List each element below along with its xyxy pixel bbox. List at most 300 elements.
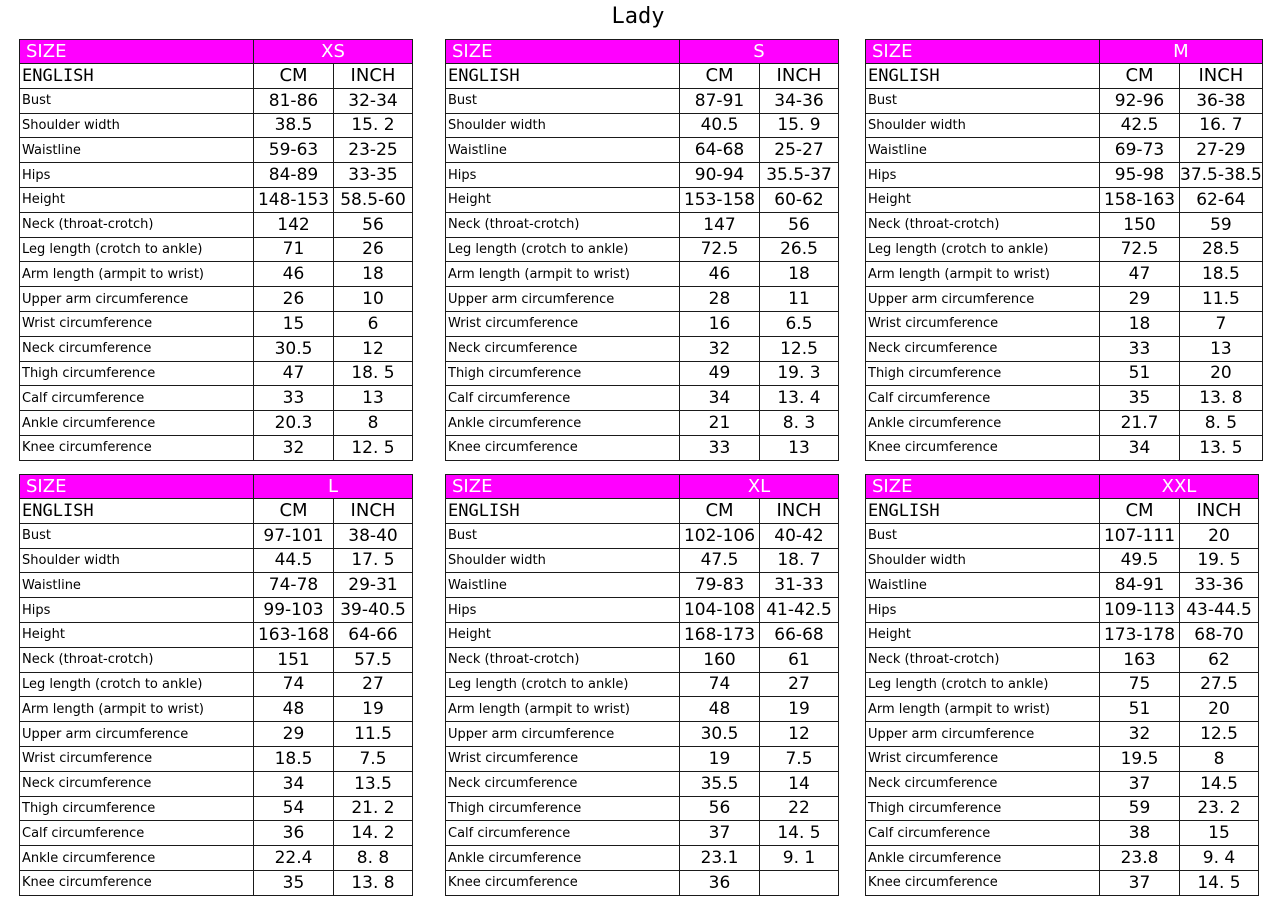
size-table-xl — [445, 474, 839, 896]
table-row — [20, 598, 413, 623]
table-row — [20, 548, 413, 573]
inch-value: 9. 1 — [760, 846, 839, 871]
table-row — [446, 435, 839, 460]
cm-value: 107-111 — [1100, 523, 1180, 548]
cm-value: 23.8 — [1100, 846, 1180, 871]
inch-value: 62 — [1180, 647, 1259, 672]
table-row — [866, 411, 1263, 436]
table-row — [20, 771, 413, 796]
measurement-label: Arm length (armpit to wrist) — [20, 697, 254, 722]
table-row — [446, 821, 839, 846]
cm-value: 51 — [1100, 697, 1180, 722]
cm-value: 29 — [254, 722, 334, 747]
table-row — [446, 672, 839, 697]
table-row — [446, 622, 839, 647]
measurement-label: Arm length (armpit to wrist) — [446, 697, 680, 722]
table-row — [20, 262, 413, 287]
inch-value: 18.5 — [1180, 262, 1263, 287]
measurement-label: Height — [866, 622, 1100, 647]
measurement-label: Leg length (crotch to ankle) — [446, 672, 680, 697]
cm-value: 153-158 — [680, 187, 760, 212]
cm-value: 35 — [254, 870, 334, 895]
table-row — [446, 336, 839, 361]
table-row — [20, 523, 413, 548]
measurement-label: Neck circumference — [20, 336, 254, 361]
cm-value: 49 — [680, 361, 760, 386]
table-row — [20, 113, 413, 138]
cm-value: 32 — [1100, 722, 1180, 747]
cm-value: 34 — [680, 386, 760, 411]
measurement-label: Height — [446, 187, 680, 212]
cm-value: 148-153 — [254, 187, 334, 212]
cm-value: 163 — [1100, 647, 1180, 672]
table-row — [446, 598, 839, 623]
inch-value: 37.5-38.5 — [1180, 163, 1263, 188]
measurement-label: Calf circumference — [446, 821, 680, 846]
cm-value: 64-68 — [680, 138, 760, 163]
cm-header: CM — [680, 64, 760, 89]
table-row — [866, 870, 1259, 895]
table-row — [866, 336, 1263, 361]
cm-value: 84-89 — [254, 163, 334, 188]
table-row — [446, 846, 839, 871]
table-row — [446, 647, 839, 672]
measurement-label: Calf circumference — [866, 386, 1100, 411]
table-row — [446, 212, 839, 237]
measurement-label: Upper arm circumference — [866, 722, 1100, 747]
table-row — [20, 697, 413, 722]
cm-value: 16 — [680, 311, 760, 336]
table-row — [866, 311, 1263, 336]
cm-header: CM — [254, 64, 334, 89]
table-row — [866, 237, 1263, 262]
measurement-label: Ankle circumference — [20, 411, 254, 436]
table-row — [866, 361, 1263, 386]
cm-value: 173-178 — [1100, 622, 1180, 647]
english-header: ENGLISH — [446, 499, 680, 524]
inch-value: 12 — [334, 336, 413, 361]
inch-value: 19 — [334, 697, 413, 722]
cm-value: 72.5 — [680, 237, 760, 262]
cm-value: 47 — [1100, 262, 1180, 287]
table-row — [446, 237, 839, 262]
measurement-label: Knee circumference — [446, 870, 680, 895]
table-row — [20, 411, 413, 436]
table-row — [446, 796, 839, 821]
table-row — [866, 598, 1259, 623]
cm-value: 36 — [254, 821, 334, 846]
inch-value: 6.5 — [760, 311, 839, 336]
cm-value: 158-163 — [1100, 187, 1180, 212]
measurement-label: Waistline — [866, 573, 1100, 598]
measurement-label: Ankle circumference — [20, 846, 254, 871]
measurement-label: Wrist circumference — [20, 746, 254, 771]
table-row — [446, 548, 839, 573]
inch-header: INCH — [1180, 64, 1263, 89]
measurement-label: Neck circumference — [446, 771, 680, 796]
cm-value: 21.7 — [1100, 411, 1180, 436]
inch-value: 43-44.5 — [1180, 598, 1259, 623]
table-row — [446, 746, 839, 771]
cm-value: 37 — [680, 821, 760, 846]
size-label: SIZE — [446, 475, 680, 499]
inch-value: 19 — [760, 697, 839, 722]
table-row — [866, 212, 1263, 237]
inch-value: 13. 8 — [334, 870, 413, 895]
measurement-label: Neck (throat-crotch) — [446, 647, 680, 672]
inch-value: 13. 8 — [1180, 386, 1263, 411]
measurement-label: Hips — [20, 163, 254, 188]
cm-value: 29 — [1100, 287, 1180, 312]
size-header-row — [446, 475, 839, 499]
measurement-label: Shoulder width — [20, 113, 254, 138]
table-row — [866, 771, 1259, 796]
measurement-label: Waistline — [446, 138, 680, 163]
table-row — [20, 647, 413, 672]
column-header-row — [866, 64, 1263, 89]
table-row — [446, 311, 839, 336]
cm-value: 42.5 — [1100, 113, 1180, 138]
measurement-label: Thigh circumference — [20, 361, 254, 386]
measurement-label: Neck circumference — [446, 336, 680, 361]
inch-value: 12. 5 — [334, 435, 413, 460]
table-row — [20, 212, 413, 237]
cm-value: 46 — [680, 262, 760, 287]
measurement-label: Thigh circumference — [20, 796, 254, 821]
measurement-label: Neck circumference — [866, 771, 1100, 796]
size-value: XS — [254, 40, 413, 64]
measurement-label: Hips — [446, 598, 680, 623]
measurement-label: Neck circumference — [866, 336, 1100, 361]
cm-value: 56 — [680, 796, 760, 821]
inch-value: 12 — [760, 722, 839, 747]
cm-value: 22.4 — [254, 846, 334, 871]
table-row — [866, 672, 1259, 697]
measurement-label: Bust — [446, 88, 680, 113]
measurement-label: Bust — [446, 523, 680, 548]
measurement-label: Ankle circumference — [866, 846, 1100, 871]
measurement-label: Neck (throat-crotch) — [446, 212, 680, 237]
measurement-label: Wrist circumference — [866, 746, 1100, 771]
inch-value: 7.5 — [760, 746, 839, 771]
inch-value: 6 — [334, 311, 413, 336]
table-row — [446, 287, 839, 312]
measurement-label: Leg length (crotch to ankle) — [866, 237, 1100, 262]
measurement-label: Calf circumference — [20, 821, 254, 846]
inch-value: 21. 2 — [334, 796, 413, 821]
inch-value: 18. 5 — [334, 361, 413, 386]
measurement-label: Calf circumference — [866, 821, 1100, 846]
table-row — [866, 722, 1259, 747]
measurement-label: Height — [20, 622, 254, 647]
table-row — [20, 287, 413, 312]
measurement-label: Neck (throat-crotch) — [20, 647, 254, 672]
inch-value: 31-33 — [760, 573, 839, 598]
table-row — [20, 138, 413, 163]
column-header-row — [20, 64, 413, 89]
measurement-label: Upper arm circumference — [20, 722, 254, 747]
cm-value: 44.5 — [254, 548, 334, 573]
size-value: S — [680, 40, 839, 64]
inch-header: INCH — [760, 499, 839, 524]
inch-value: 34-36 — [760, 88, 839, 113]
measurement-label: Shoulder width — [446, 548, 680, 573]
measurement-label: Ankle circumference — [446, 411, 680, 436]
cm-value: 74 — [254, 672, 334, 697]
measurement-label: Shoulder width — [866, 548, 1100, 573]
inch-value: 13. 4 — [760, 386, 839, 411]
measurement-label: Bust — [20, 523, 254, 548]
column-header-row — [446, 499, 839, 524]
measurement-label: Thigh circumference — [866, 796, 1100, 821]
cm-value: 38.5 — [254, 113, 334, 138]
english-header: ENGLISH — [866, 64, 1100, 89]
english-header: ENGLISH — [20, 64, 254, 89]
table-row — [866, 573, 1259, 598]
size-value: L — [254, 475, 413, 499]
measurement-label: Shoulder width — [446, 113, 680, 138]
cm-value: 33 — [1100, 336, 1180, 361]
inch-value: 12.5 — [760, 336, 839, 361]
size-label: SIZE — [20, 475, 254, 499]
measurement-label: Arm length (armpit to wrist) — [20, 262, 254, 287]
measurement-label: Arm length (armpit to wrist) — [446, 262, 680, 287]
inch-value: 62-64 — [1180, 187, 1263, 212]
table-row — [446, 523, 839, 548]
cm-value: 75 — [1100, 672, 1180, 697]
cm-header: CM — [680, 499, 760, 524]
measurement-label: Knee circumference — [866, 870, 1100, 895]
cm-value: 47.5 — [680, 548, 760, 573]
table-row — [866, 113, 1263, 138]
table-row — [446, 361, 839, 386]
measurement-label: Waistline — [446, 573, 680, 598]
cm-value: 90-94 — [680, 163, 760, 188]
inch-value: 7.5 — [334, 746, 413, 771]
cm-value: 18.5 — [254, 746, 334, 771]
inch-value: 15. 9 — [760, 113, 839, 138]
measurement-label: Arm length (armpit to wrist) — [866, 262, 1100, 287]
inch-value: 20 — [1180, 523, 1259, 548]
size-table-s — [445, 39, 839, 461]
measurement-label: Knee circumference — [446, 435, 680, 460]
table-row — [20, 361, 413, 386]
inch-value: 58.5-60 — [334, 187, 413, 212]
inch-value: 19. 5 — [1180, 548, 1259, 573]
table-row — [866, 746, 1259, 771]
inch-value: 13.5 — [334, 771, 413, 796]
cm-value: 28 — [680, 287, 760, 312]
inch-value: 11.5 — [1180, 287, 1263, 312]
cm-value: 81-86 — [254, 88, 334, 113]
size-table-xxl — [865, 474, 1259, 896]
table-row — [866, 138, 1263, 163]
inch-value: 8 — [334, 411, 413, 436]
cm-value: 30.5 — [254, 336, 334, 361]
page-title: Lady — [611, 4, 665, 29]
inch-value: 40-42 — [760, 523, 839, 548]
table-row — [866, 262, 1263, 287]
cm-value: 15 — [254, 311, 334, 336]
table-row — [20, 622, 413, 647]
cm-value: 19 — [680, 746, 760, 771]
measurement-label: Upper arm circumference — [20, 287, 254, 312]
table-row — [866, 796, 1259, 821]
cm-value: 71 — [254, 237, 334, 262]
inch-value: 23-25 — [334, 138, 413, 163]
cm-value: 19.5 — [1100, 746, 1180, 771]
table-row — [866, 187, 1263, 212]
inch-value: 17. 5 — [334, 548, 413, 573]
measurement-label: Arm length (armpit to wrist) — [866, 697, 1100, 722]
table-row — [446, 573, 839, 598]
inch-value: 27 — [760, 672, 839, 697]
english-header: ENGLISH — [446, 64, 680, 89]
cm-value: 160 — [680, 647, 760, 672]
measurement-label: Leg length (crotch to ankle) — [446, 237, 680, 262]
english-header: ENGLISH — [20, 499, 254, 524]
inch-value: 13 — [334, 386, 413, 411]
cm-value: 51 — [1100, 361, 1180, 386]
cm-value: 69-73 — [1100, 138, 1180, 163]
size-header-row — [866, 40, 1263, 64]
table-row — [446, 411, 839, 436]
table-row — [866, 846, 1259, 871]
inch-header: INCH — [760, 64, 839, 89]
cm-value: 147 — [680, 212, 760, 237]
inch-value: 29-31 — [334, 573, 413, 598]
inch-value: 18 — [334, 262, 413, 287]
table-row — [866, 523, 1259, 548]
inch-value: 66-68 — [760, 622, 839, 647]
table-row — [446, 262, 839, 287]
inch-value: 33-35 — [334, 163, 413, 188]
cm-value: 87-91 — [680, 88, 760, 113]
cm-value: 92-96 — [1100, 88, 1180, 113]
inch-value: 27-29 — [1180, 138, 1263, 163]
measurement-label: Wrist circumference — [446, 746, 680, 771]
cm-value: 32 — [680, 336, 760, 361]
cm-value: 99-103 — [254, 598, 334, 623]
inch-value: 12.5 — [1180, 722, 1259, 747]
table-row — [866, 163, 1263, 188]
inch-value: 16. 7 — [1180, 113, 1263, 138]
inch-value: 14.5 — [1180, 771, 1259, 796]
inch-value: 26.5 — [760, 237, 839, 262]
table-row — [866, 622, 1259, 647]
inch-value: 56 — [760, 212, 839, 237]
cm-value: 74-78 — [254, 573, 334, 598]
inch-value: 9. 4 — [1180, 846, 1259, 871]
size-table-xs — [19, 39, 413, 461]
measurement-label: Thigh circumference — [866, 361, 1100, 386]
table-row — [20, 796, 413, 821]
cm-value: 168-173 — [680, 622, 760, 647]
table-row — [446, 163, 839, 188]
table-row — [20, 846, 413, 871]
cm-value: 74 — [680, 672, 760, 697]
measurement-label: Upper arm circumference — [866, 287, 1100, 312]
cm-value: 21 — [680, 411, 760, 436]
measurement-label: Shoulder width — [20, 548, 254, 573]
measurement-label: Height — [20, 187, 254, 212]
inch-value: 11.5 — [334, 722, 413, 747]
inch-value: 15 — [1180, 821, 1259, 846]
cm-value: 163-168 — [254, 622, 334, 647]
inch-value: 19. 3 — [760, 361, 839, 386]
measurement-label: Waistline — [20, 573, 254, 598]
size-header-row — [20, 475, 413, 499]
table-row — [20, 672, 413, 697]
cm-value: 59 — [1100, 796, 1180, 821]
cm-header: CM — [1100, 499, 1180, 524]
inch-value: 36-38 — [1180, 88, 1263, 113]
inch-value: 14. 5 — [1180, 870, 1259, 895]
measurement-label: Upper arm circumference — [446, 287, 680, 312]
measurement-label: Wrist circumference — [866, 311, 1100, 336]
column-header-row — [446, 64, 839, 89]
measurement-label: Knee circumference — [20, 435, 254, 460]
cm-value: 97-101 — [254, 523, 334, 548]
cm-value: 95-98 — [1100, 163, 1180, 188]
table-row — [446, 187, 839, 212]
size-header-row — [866, 475, 1259, 499]
measurement-label: Wrist circumference — [20, 311, 254, 336]
inch-value: 8. 3 — [760, 411, 839, 436]
inch-value: 33-36 — [1180, 573, 1259, 598]
measurement-label: Hips — [446, 163, 680, 188]
measurement-label: Neck circumference — [20, 771, 254, 796]
inch-value: 35.5-37 — [760, 163, 839, 188]
inch-value: 25-27 — [760, 138, 839, 163]
inch-value: 61 — [760, 647, 839, 672]
inch-value: 68-70 — [1180, 622, 1259, 647]
inch-value: 22 — [760, 796, 839, 821]
measurement-label: Bust — [866, 523, 1100, 548]
inch-header: INCH — [334, 64, 413, 89]
table-row — [866, 821, 1259, 846]
measurement-label: Thigh circumference — [446, 361, 680, 386]
inch-value: 14 — [760, 771, 839, 796]
inch-value: 20 — [1180, 697, 1259, 722]
size-value: M — [1100, 40, 1263, 64]
column-header-row — [866, 499, 1259, 524]
table-row — [20, 722, 413, 747]
measurement-label: Hips — [866, 163, 1100, 188]
inch-value: 38-40 — [334, 523, 413, 548]
size-value: XL — [680, 475, 839, 499]
table-row — [446, 771, 839, 796]
size-label: SIZE — [446, 40, 680, 64]
cm-header: CM — [254, 499, 334, 524]
measurement-label: Calf circumference — [446, 386, 680, 411]
inch-value: 8. 8 — [334, 846, 413, 871]
measurement-label: Ankle circumference — [866, 411, 1100, 436]
inch-value: 23. 2 — [1180, 796, 1259, 821]
size-value: XXL — [1100, 475, 1259, 499]
size-header-row — [20, 40, 413, 64]
inch-value: 13. 5 — [1180, 435, 1263, 460]
size-header-row — [446, 40, 839, 64]
inch-value: 28.5 — [1180, 237, 1263, 262]
measurement-label: Wrist circumference — [446, 311, 680, 336]
inch-value: 15. 2 — [334, 113, 413, 138]
table-row — [20, 163, 413, 188]
cm-value: 109-113 — [1100, 598, 1180, 623]
inch-value: 13 — [760, 435, 839, 460]
inch-value: 32-34 — [334, 88, 413, 113]
measurement-label: Calf circumference — [20, 386, 254, 411]
